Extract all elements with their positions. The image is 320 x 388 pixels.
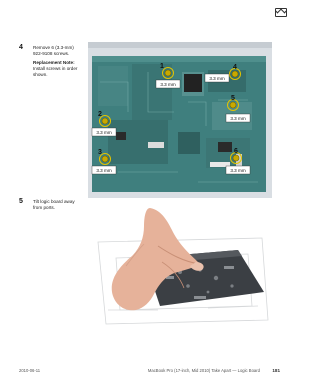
screw-size-label: 3.3 mm bbox=[96, 167, 112, 173]
callout-number: 4 bbox=[233, 64, 237, 71]
step-line: Remove 6 (3.3-mm) bbox=[33, 45, 74, 50]
step-instructions bbox=[33, 199, 93, 214]
step-number: 4 bbox=[19, 44, 23, 51]
screw-size-label: 3.3 mm bbox=[230, 167, 246, 173]
logic-board-screws-figure bbox=[88, 42, 272, 198]
tilt-logic-board-figure bbox=[88, 200, 272, 332]
page-number: 181 bbox=[272, 367, 280, 373]
step-instructions bbox=[33, 45, 93, 80]
note-line: Install screws in order bbox=[33, 65, 78, 71]
screw-size-label: 3.3 mm bbox=[96, 129, 112, 135]
callout-number: 5 bbox=[231, 95, 235, 102]
step-number: 5 bbox=[19, 198, 23, 205]
page-footer bbox=[0, 358, 300, 388]
callout-number: 6 bbox=[234, 148, 238, 155]
callout-number: 1 bbox=[160, 63, 164, 70]
callout-number: 2 bbox=[98, 111, 102, 118]
step-line: from ports. bbox=[33, 205, 55, 210]
mail-icon[interactable] bbox=[275, 8, 287, 17]
screw-size-label: 3.3 mm bbox=[230, 115, 246, 121]
screw-size-label: 3.3 mm bbox=[160, 81, 176, 87]
note-line: shown. bbox=[33, 71, 48, 77]
footer-date: 2010-06-11 bbox=[19, 368, 41, 373]
step-line: Tilt logic board away bbox=[33, 199, 75, 204]
replacement-note-heading: Replacement Note: bbox=[33, 59, 75, 65]
callout-number: 3 bbox=[98, 149, 102, 156]
screw-size-label: 3.3 mm bbox=[209, 75, 225, 81]
step-line: 922-9108 screws. bbox=[33, 51, 70, 56]
footer-title: MacBook Pro (17-inch, Mid 2010) Take Apart — Logic Board bbox=[147, 368, 260, 373]
